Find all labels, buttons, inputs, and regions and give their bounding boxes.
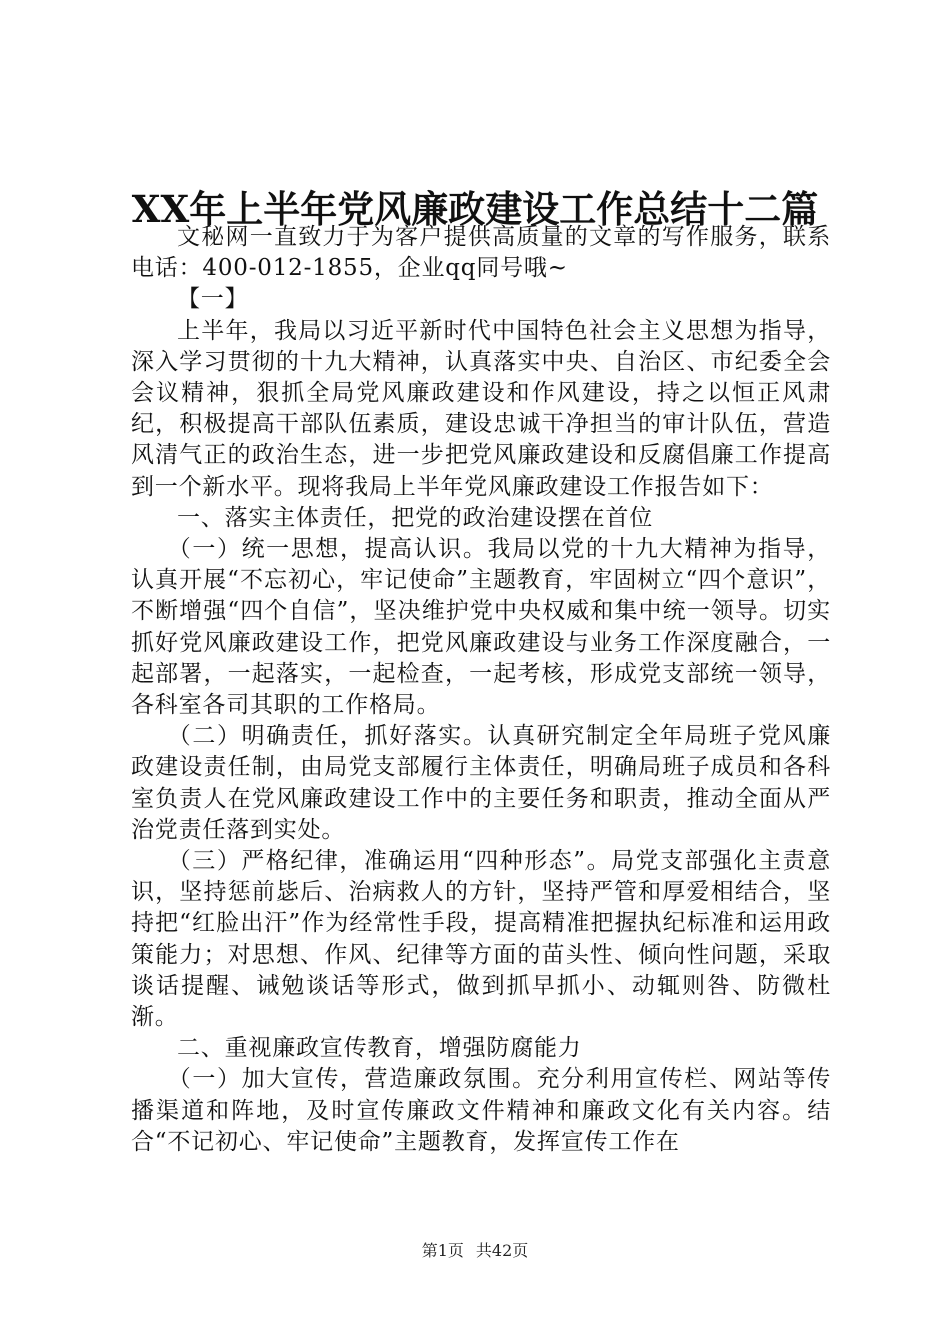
- section-heading: 一、落实主体责任，把党的政治建设摆在首位: [177, 504, 653, 531]
- page-total: 共42页: [475, 1241, 529, 1260]
- section-marker: 【一】: [177, 286, 249, 313]
- body-paragraph: （一）统一思想，提高认识。我局以党的十九大精神为指导，认真开展“不忘初心，牢记使命”主题教育，牢固树立“四个意识”，不断增强“四个自信”，坚决维护党中央权威和集中统一领导。切实抓好党风廉政建设工作，把党风廉政建设与业务工作深度融合，一起部署，一起落实，一起检查，一起考核，形成党支部统一领导，各科室各司其职的工作格局。: [131, 536, 831, 719]
- intro-paragraph: 文秘网一直致力于为客户提供高质量的文章的写作服务，联系电话：400-012-1855，企业qq同号哦~: [131, 224, 831, 282]
- section-heading: 二、重视廉政宣传教育，增强防腐能力: [177, 1035, 582, 1062]
- body-paragraph: 上半年，我局以习近平新时代中国特色社会主义思想为指导，深入学习贯彻的十九大精神，认真落实中央、自治区、市纪委全会会议精神，狠抓全局党风廉政建设和作风建设，持之以恒正风肃纪，积极提高干部队伍素质，建设忠诚干净担当的审计队伍，营造风清气正的政治生态，进一步把党风廉政建设和反腐倡廉工作提高到一个新水平。现将我局上半年党风廉政建设工作报告如下：: [131, 317, 831, 500]
- document-title: XX年上半年党风廉政建设工作总结十二篇: [131, 187, 819, 231]
- page-number: 第1页: [421, 1241, 464, 1260]
- body-paragraph: （三）严格纪律，准确运用“四种形态”。局党支部强化主责意识，坚持惩前毖后、治病救人的方针，坚持严管和厚爱相结合，坚持把“红脸出汗”作为经常性手段，提高精准把握执纪标准和运用政策能力；对思想、作风、纪律等方面的苗头性、倾向性问题，采取谈话提醒、诫勉谈话等形式，做到抓早抓小、动辄则咎、防微杜渐。: [131, 848, 831, 1031]
- body-paragraph: （一）加大宣传，营造廉政氛围。充分利用宣传栏、网站等传播渠道和阵地，及时宣传廉政文件精神和廉政文化有关内容。结合“不记初心、牢记使命”主题教育，发挥宣传工作在: [131, 1066, 831, 1155]
- body-paragraph: （二）明确责任，抓好落实。认真研究制定全年局班子党风廉政建设责任制，由局党支部履行主体责任，明确局班子成员和各科室负责人在党风廉政建设工作中的主要任务和职责，推动全面从严治党责任落到实处。: [131, 723, 831, 843]
- page-footer: [0, 1240, 950, 1262]
- document-body: [131, 222, 831, 1158]
